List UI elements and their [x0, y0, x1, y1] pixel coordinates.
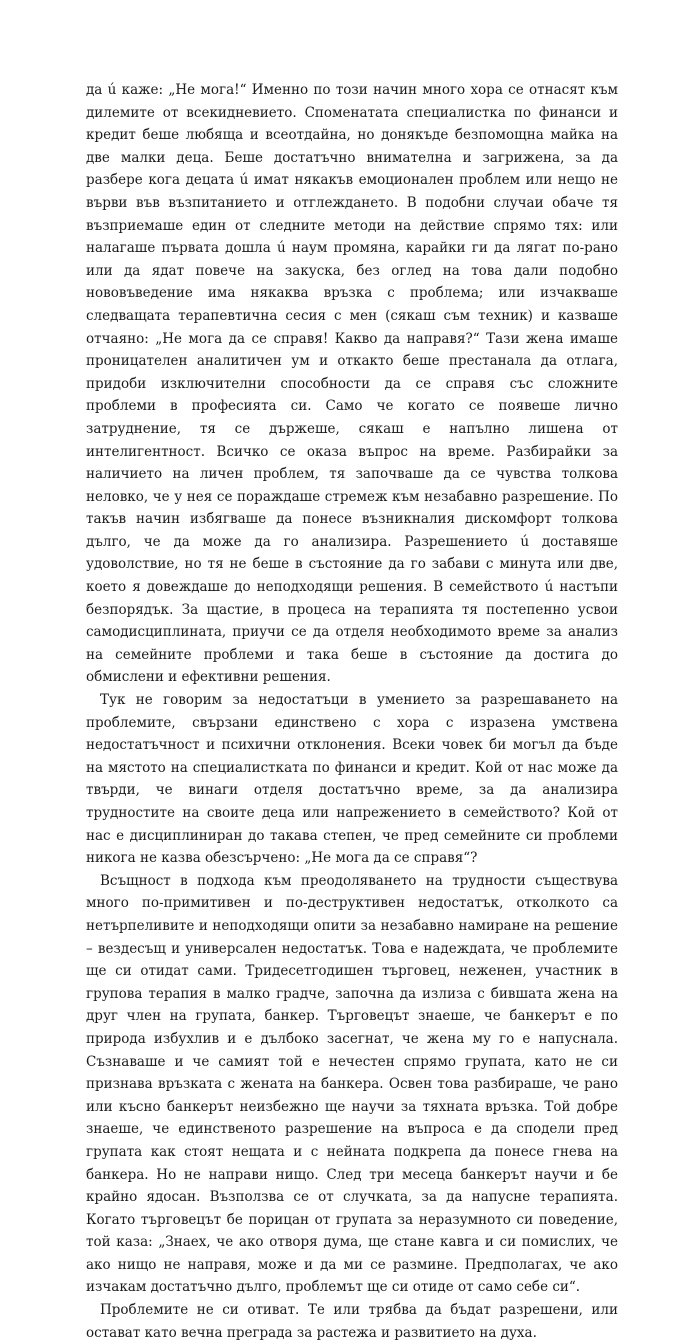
document-page: [86, 79, 618, 1344]
paragraph-1: да ú каже: „Не мога!“ Именно по този начин много хора се отнасят към дилемите от всекидневието. Споменатата специалистка по финанси и кредит беше любяща и всеотдайна, но донякъде безпомощна майка на две малки деца. Беше достатъчно внимателна и загрижена, за да разбере кога децата ú имат някакъв емоционален проблем или нещо не върви във възпитанието и отглеждането. В подобни случаи обаче тя възприемаше един от следните методи на действие спрямо тях: или налагаше първата дошла ú наум промяна, карайки ги да лягат по-рано или да ядат повече на закуска, без оглед на това дали подобно нововъведение има някаква връзка с проблема; или изчакваше следващата терапевтична сесия с мен (сякаш съм техник) и казваше отчаяно: „Не мога да се справя! Какво да направя?“ Тази жена имаше проницателен аналитичен ум и откакто беше престанала да отлага, придоби изключителни способности да се справя със сложните проблеми в професията си. Само че когато се появеше лично затруднение, тя се държеше, сякаш е напълно лишена от интелигентност. Всичко се оказа въпрос на време. Разбирайки за наличието на личен проблем, тя започваше да се чувства толкова неловко, че у нея се пораждаше стремеж към незабавно разрешение. По такъв начин избягваше да понесе възникналия дискомфорт толкова дълго, че да може да го анализира. Разрешението ú доставяше удоволствие, но тя не беше в състояние да го забави с минута или две, което я довеждаше до неподходящи решения. В семейството ú настъпи безпорядък. За щастие, в процеса на терапията тя постепенно усвои самодисциплината, приучи се да отделя необходимото време за анализ на семейните проблеми и така беше в състояние да достига до обмислени и ефективни решения.: [86, 82, 618, 686]
paragraph-3: Всъщност в подхода към преодоляването на трудности съществува много по-примитивен и по-деструктивен недостатък, отколкото са нетърпеливите и неподходящи опити за незабавно намиране на решение – вездесъщ и универсален недостатък. Това е надеждата, че проблемите ще си отидат сами. Тридесетгодишен търговец, неженен, участник в групова терапия в малко градче, започна да излиза с бившата жена на друг член на групата, банкер. Търговецът знаеше, че банкерът е по природа избухлив и е дълбоко засегнат, че жена му го е напуснала. Съзнаваше и че самият той е нечестен спрямо групата, като не си признава връзката с жената на банкера. Освен това разбираше, че рано или късно банкерът неизбежно ще научи за тяхната връзка. Той добре знаеше, че единственото разрешение на въпроса е да сподели пред групата как стоят нещата и с нейната подкрепа да понесе гнева на банкера. Но не направи нищо. След три месеца банкерът научи и бе крайно ядосан. Възползва се от случката, за да напусне терапията. Когато търговецът бе порицан от групата за неразумното си поведение, той каза: „Знаех, че ако отворя дума, ще стане кавга и си помислих, че ако нищо не направя, може и да ми се размине. Предполагах, че ако изчакам достатъчно дълго, проблемът ще си отиде от само себе си“.: [86, 872, 618, 1296]
paragraph-4: Проблемите не си отиват. Те или трябва да бъдат разрешени, или остават като вечна преграда за растежа и развитието на духа.: [86, 1302, 618, 1341]
paragraph-2: Тук не говорим за недостатъци в умението за разрешаването на проблемите, свързани единствено с хора с изразена умствена недостатъчност и психични отклонения. Всеки човек би могъл да бъде на мястото на специалистката по финанси и кредит. Кой от нас може да твърди, че винаги отделя достатъчно време, за да анализира трудностите на своите деца или напрежението в семейството? Кой от нас е дисциплиниран до такава степен, че пред семейните си проблеми никога не казва обезсърчено: „Не мога да се справя“?: [86, 692, 618, 867]
